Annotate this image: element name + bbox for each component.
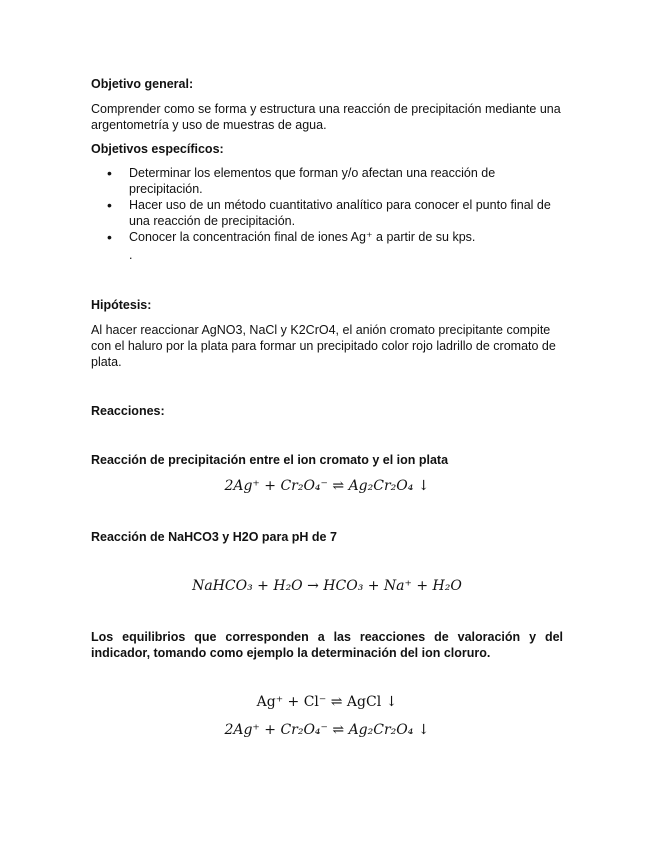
list-item-text: Hacer uso de un método cuantitativo analítico para conocer el punto final de una reacción de precipitación. — [129, 198, 551, 228]
list-item-text: Determinar los elementos que forman y/o afectan una reacción de precipitación. — [129, 166, 496, 196]
objetivo-general-text: Comprender como se forma y estructura una reacción de precipitación mediante una argentometría y uso de muestras de agua. — [91, 102, 561, 132]
bullet-icon: • — [107, 197, 112, 213]
list-trailing-dot: . — [129, 248, 133, 262]
equation-cromato: 2Ag⁺ + Cr₂O₄⁻ ⇌ Ag₂Cr₂O₄ ↓ — [224, 722, 430, 738]
reacciones-heading: Reacciones: — [91, 404, 165, 418]
list-item-text: Conocer la concentración final de iones Ag⁺ a partir de su kps. — [129, 230, 476, 244]
equation-nahco3: NaHCO₃ + H₂O → HCO₃ + Na⁺ + H₂O — [192, 578, 462, 594]
list-item — [91, 229, 563, 245]
objetivo-general-heading: Objetivo general: — [91, 77, 194, 91]
list-item — [91, 165, 563, 197]
equation-precipitacion: 2Ag⁺ + Cr₂O₄⁻ ⇌ Ag₂Cr₂O₄ ↓ — [224, 478, 430, 494]
objetivos-especificos-heading: Objetivos específicos: — [91, 142, 224, 156]
bullet-icon: • — [107, 165, 112, 181]
hipotesis-heading: Hipótesis: — [91, 298, 152, 312]
reaccion-nahco3-heading: Reacción de NaHCO3 y H2O para pH de 7 — [91, 530, 337, 544]
equation-cloruro: Ag⁺ + Cl⁻ ⇌ AgCl ↓ — [256, 694, 398, 710]
objetivos-list — [91, 165, 563, 245]
reaccion-precipitacion-heading: Reacción de precipitación entre el ion cromato y el ion plata — [91, 453, 449, 467]
hipotesis-text: Al hacer reaccionar AgNO3, NaCl y K2CrO4, el anión cromato precipitante compite con el haluro por la plata para formar un precipitado color rojo ladrillo de cromato de plata. — [91, 323, 556, 369]
equilibrios-heading: Los equilibrios que corresponden a las reacciones de valoración y del indicador, tomando como ejemplo la determinación del ion cloruro. — [91, 630, 563, 660]
list-item — [91, 197, 563, 229]
bullet-icon: • — [107, 229, 112, 245]
